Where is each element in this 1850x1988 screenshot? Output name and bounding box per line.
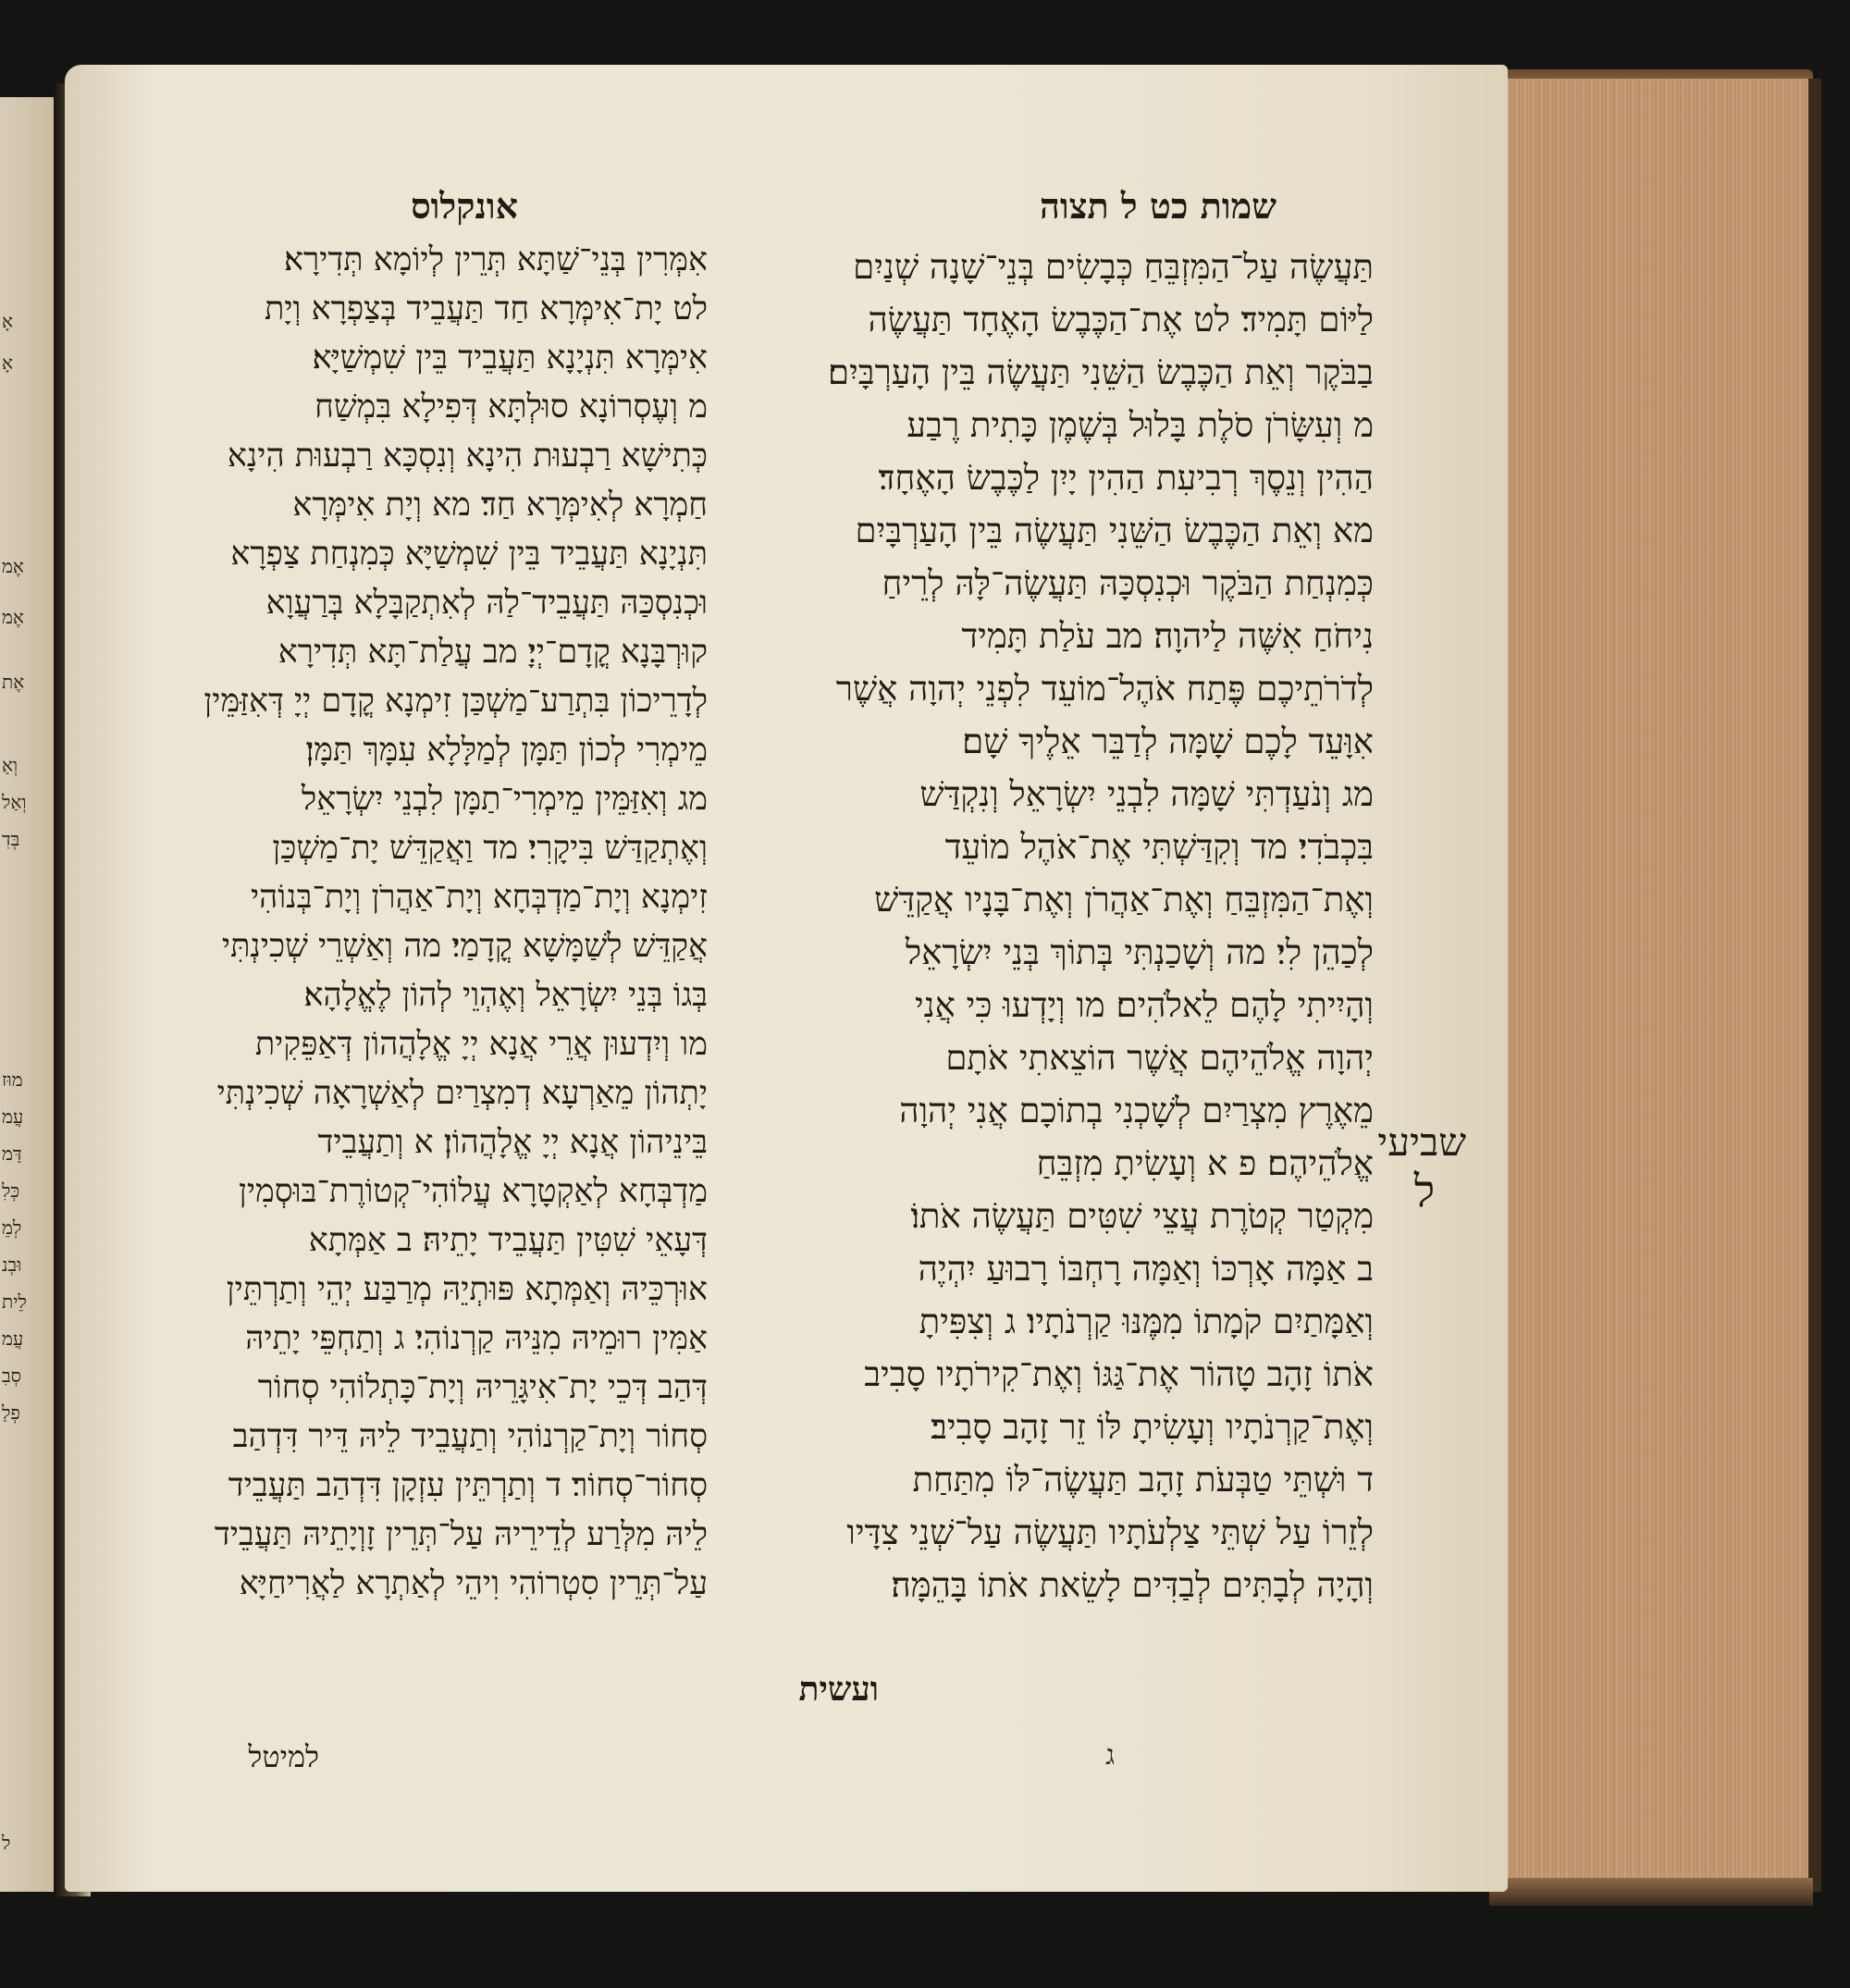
margin-note-word: שביעי — [1377, 1119, 1466, 1165]
prev-fragment: לֵית — [2, 1290, 27, 1313]
prev-fragment: עֲמ — [2, 1105, 24, 1128]
text-line: מג וְנֹעַדְתִּי שָׁמָּה לִבְנֵי יִשְׂרָאֵל וְנִקְדַּשׁ — [919, 774, 1374, 814]
prev-fragment: אֶמ — [2, 606, 24, 628]
text-line: לט יָת־אִימְּרָא חַד תַּעֲבֵיד בְּצַפְרָא וְיָת — [265, 290, 708, 327]
text-line: יָתְהוֹן מֵאַרְעָא דְמִצְרַיִם לְאַשְׁרָאָה שְׁכִינְתִּי — [216, 1075, 708, 1112]
text-line: מא וְאֵת הַכֶּבֶשׂ הַשֵּׁנִי תַּעֲשֶׂה בֵּין הָעַרְבָּיִם — [855, 511, 1374, 550]
catchword-left: למיטל — [248, 1739, 319, 1774]
text-line: בִּכְבֹדִי׃ מד וְקִדַּשְׁתִּי אֶת־אֹהֶל מוֹעֵד — [944, 827, 1374, 867]
text-line: דְּהַב דְּכֵי יָת־אִיגָּרֵיהּ וְיָת־כָּתְלוֹהִי סְחוֹר — [257, 1369, 708, 1406]
prev-fragment: סְבִ — [2, 1364, 22, 1387]
text-line: כְּתִישָׁא רַבְעוּת הִינָא וְנִסְכָּא רַבְעוּת הִינָא — [227, 438, 708, 475]
margin-note-letter: ל — [1413, 1166, 1436, 1217]
text-line: לֵיהּ מִלְּרַע לְדֵירֵיהּ עַל־תְּרֵין זָוְיָתֵיהּ תַּעֲבֵיד — [214, 1516, 708, 1553]
text-line: אֹתוֹ זָהָב טָהוֹר אֶת־גַּגּוֹ וְאֶת־קִירֹתָיו סָבִיב — [864, 1354, 1374, 1394]
prev-fragment: בְּדִ — [2, 828, 20, 850]
book-page — [65, 65, 1508, 1892]
prev-fragment: כְּלִ — [2, 1179, 20, 1202]
text-line: מ וְעֶסְרוֹנָא סוּלְתָּא דְּפִילָא בִּמְשַׁח — [314, 389, 708, 426]
prev-fragment: וְאַ — [2, 754, 18, 776]
text-line: הַהִין וְנֵסֶךְ רְבִיעִת הַהִין יָיִן לַכֶּבֶשׂ הָאֶחָד׃ — [878, 458, 1374, 498]
hebrew-text-column — [694, 241, 1374, 1611]
prev-fragment: וְאַל — [2, 791, 27, 813]
text-line: נִיחֹחַ אִשֶּׁה לַיהוָה׃ מב עֹלַת תָּמִיד — [961, 616, 1374, 656]
text-line: בְּגוֹ בְּנֵי יִשְׂרָאֵל וְאֶהְוֵי לְהוֹן לֶאֱלָהָא׃ — [303, 977, 708, 1014]
text-line: אִמְּרִין בְּנֵי־שַׁתָּא תְּרֵין לְיוֹמָא תְּדִירָא׃ — [284, 241, 708, 278]
running-header-onkelos: אונקלוס — [411, 185, 518, 227]
text-line: מו וְיִדְעוּן אֲרֵי אֲנָא יְיָ אֱלָהֲהוֹן דְּאַפֵּקִית — [254, 1026, 708, 1063]
onkelos-text-column — [97, 236, 708, 1609]
prev-fragment: ל — [2, 1832, 11, 1854]
text-line: מג וְאִזַּמֵּין מֵימְרִי־תַמָּן לִבְנֵי יִשְׂרָאֵל — [301, 781, 708, 818]
catchword-right: ועשית — [798, 1670, 879, 1709]
running-header-hebrew: שמות כט ל תצוה — [1040, 185, 1276, 227]
prev-fragment: דַּמ — [2, 1142, 22, 1165]
prev-fragment: עֲמ — [2, 1327, 24, 1350]
text-line: לְדֹרֹתֵיכֶם פֶּתַח אֹהֶל־מוֹעֵד לִפְנֵי יְהוָה אֲשֶׁר — [835, 669, 1374, 709]
text-line: לְדָרֵיכוֹן בִּתְרַע־מַשְׁכַּן זִימְנָא קֳדָם יְיָ דְּאִזַּמֵּין — [204, 683, 708, 720]
text-line: בַבֹּקֶר וְאֵת הַכֶּבֶשׂ הַשֵּׁנִי תַּעֲשֶׂה בֵּין הָעַרְבָּיִם׃ — [827, 352, 1374, 392]
prev-fragment: אֶמ — [2, 555, 24, 577]
prev-fragment: מוּז — [2, 1068, 23, 1091]
text-line: וְאֶת־קַרְנֹתָיו וְעָשִׂיתָ לּוֹ זֵר זָהָב סָבִיב׃ — [931, 1407, 1374, 1447]
text-line: תַּעֲשֶׂה עַל־הַמִּזְבֵּחַ כְּבָשִׂים בְּנֵי־שָׁנָה שְׁנַיִם — [853, 247, 1374, 287]
text-line: וְאַמָּתַיִם קֹמָתוֹ מִמֶּנּוּ קַרְנֹתָיו׃ ג וְצִפִּיתָ — [919, 1302, 1374, 1341]
text-line: קוּרְבָּנָא קֳדָם־יְיָ׃ מב עֲלַת־תָּא תְּדִירָא — [278, 634, 708, 671]
text-line: יְהוָה אֱלֹהֵיהֶם אֲשֶׁר הוֹצֵאתִי אֹתָם — [945, 1038, 1374, 1078]
text-line: אַמִּין רוּמֵיהּ מִנֵּיהּ קַרְנוֹהִי׃ ג וְתַחְפֵּי יָתֵיהּ — [245, 1320, 708, 1357]
prev-fragment: לְמֵ — [2, 1216, 22, 1239]
text-line: לְזֵרוֹ עַל שְׁתֵּי צַלְעֹתָיו תַּעֲשֶׂה עַל־שְׁנֵי צִדָּיו — [846, 1513, 1374, 1552]
text-line: בֵּינֵיהוֹן אֲנָא יְיָ אֱלָהֲהוֹן׃ א וְתַעֲבֵיד — [317, 1124, 708, 1161]
text-line: מַדְבְּחָא לְאַקְטָרָא עֲלוֹהִי־קְטוֹרֶת־בּוּסְמִין — [238, 1173, 708, 1210]
text-line: מֵימְרִי לְכוֹן תַּמָּן לְמַלָּלָא עִמָּךְ תַּמָּן׃ — [305, 732, 708, 769]
signature-mark: ג — [1105, 1739, 1115, 1772]
text-line: וְהָיָה לְבָתִּים לְבַדִּים לָשֵׂאת אֹתוֹ בָּהֵמָּה׃ — [891, 1565, 1374, 1605]
text-line: מ וְעִשָּׂרֹן סֹלֶת בָּלוּל בְּשֶׁמֶן כָּתִית רֶבַע — [906, 405, 1374, 445]
text-line: וְאֶתְקַדַּשׁ בִּיקָרִי׃ מד וַאֲקַדֵּשׁ יָת־מַשְׁכַּן — [272, 830, 708, 867]
text-line: ד וּשְׁתֵּי טַבְּעֹת זָהָב תַּעֲשֶׂה־לּוֹ מִתַּחַת — [912, 1460, 1374, 1500]
prev-fragment: פְלַ — [2, 1401, 20, 1424]
text-line: אִוָּעֵד לָכֶם שָׁמָּה לְדַבֵּר אֵלֶיךָ שָׁם׃ — [962, 722, 1374, 761]
text-line: דְּעָאֵי שִׁטִּין תַּעֲבֵיד יָתֵיהּ׃ ב אַמְּתָא — [308, 1222, 708, 1259]
text-line: עַל־תְּרֵין סִטְרוֹהִי וִיהֵי לְאַתְרָא לַאֲרִיחַיָּא — [239, 1565, 708, 1602]
text-line: כְּמִנְחַת הַבֹּקֶר וּכְנִסְכָּהּ תַּעֲשֶׂה־לָּהּ לְרֵיחַ — [882, 563, 1374, 603]
text-line: אֲקַדֵּשׁ לְשַׁמָּשָׁא קֳדָמַי׃ מה וְאַשְׁרֵי שְׁכִינְתִּי — [221, 928, 708, 965]
prev-fragment: אֶת — [2, 671, 25, 693]
text-line: אִימְּרָא תִּנְיָנָא תַּעֲבֵיד בֵּין שִׁמְשַׁיָּא׃ — [312, 340, 708, 377]
text-line: סְחוֹר וְיָת־קַרְנוֹהִי וְתַעֲבֵיד לֵיהּ דֵּיר דִּדְהַב — [232, 1418, 708, 1455]
prev-fragment: אָ — [2, 310, 14, 332]
fore-edge-bottom — [1489, 1878, 1813, 1906]
page-block-fore-edge — [1503, 79, 1821, 1892]
text-line: מֵאֶרֶץ מִצְרַיִם לְשָׁכְנִי בְתוֹכָם אֲנִי יְהוָה — [899, 1091, 1374, 1130]
text-line: אֱלֹהֵיהֶם׃ פ א וְעָשִׂיתָ מִזְבֵּחַ — [1036, 1143, 1374, 1183]
prev-fragment: וּבְנ — [2, 1253, 22, 1276]
text-line: תִּנְיָנָא תַּעֲבֵיד בֵּין שִׁמְשַׁיָּא כְּמִנְחַת צַפְרָא — [230, 536, 708, 573]
text-line: אוּרְכֵּיהּ וְאַמְּתָא פּוּתְיֵהּ מְרַבַּע יְהֵי וְתַרְתֵּין — [226, 1271, 708, 1308]
text-line: ב אַמָּה אָרְכּוֹ וְאַמָּה רָחְבּוֹ רָבוּעַ יִהְיֶה — [918, 1249, 1374, 1289]
text-line: וְהָיִיתִי לָהֶם לֵאלֹהִים׃ מו וְיָדְעוּ כִּי אֲנִי — [914, 985, 1374, 1025]
text-line: לַיּוֹם תָּמִיד׃ לט אֶת־הַכֶּבֶשׂ הָאֶחָד תַּעֲשֶׂה — [868, 300, 1374, 340]
text-line: וְאֶת־הַמִּזְבֵּחַ וְאֶת־אַהֲרֹן וְאֶת־בָּנָיו אֲקַדֵּשׁ — [874, 880, 1374, 920]
text-line: זִימְנָא וְיָת־מַדְבְּחָא וְיָת־אַהֲרֹן וְיָת־בְּנוֹהִי — [251, 879, 708, 916]
text-line: מִקְטַר קְטֹרֶת עֲצֵי שִׁטִּים תַּעֲשֶׂה אֹתוֹ׃ — [910, 1196, 1374, 1236]
text-line: חַמְרָא לְאִימְּרָא חַד׃ מא וְיָת אִימְּרָא — [292, 487, 708, 524]
prev-fragment: אָ — [2, 352, 14, 374]
margin-note-shevii — [1377, 1119, 1466, 1217]
text-line: סְחוֹר־סְחוֹר׃ ד וְתַרְתֵּין עִזְקָן דִּדְהַב תַּעֲבֵיד — [228, 1467, 708, 1504]
text-line: וּכְנִסְכַּהּ תַּעֲבֵיד־לַהּ לְאִתְקַבָּלָא בְּרַעֲוָא — [265, 585, 708, 622]
text-line: לְכַהֵן לִי׃ מה וְשָׁכַנְתִּי בְּתוֹךְ בְּנֵי יִשְׂרָאֵל — [905, 932, 1374, 972]
